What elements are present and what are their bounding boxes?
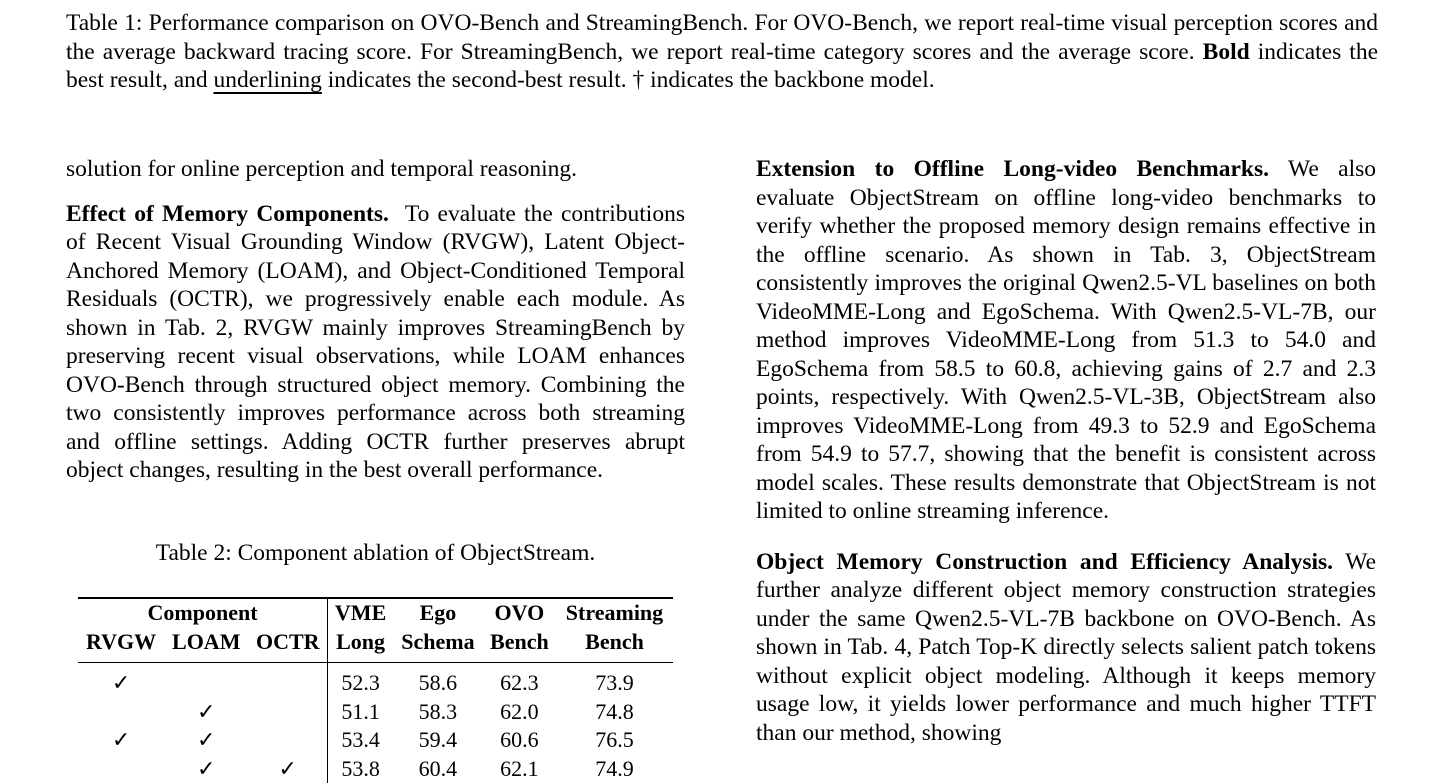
offline-extension-heading: Extension to Offline Long-video Benchmarks. [756,156,1269,182]
check-cell [248,663,327,698]
table2-caption: Table 2: Component ablation of ObjectStream. [66,539,685,567]
check-cell: ✓ [78,726,164,755]
value-cell: 52.3 [328,663,393,698]
value-cell: 74.9 [556,755,673,783]
col-header-ovo: OVO [483,598,556,628]
value-cell: 53.4 [328,726,393,755]
col-header-bench: Bench [483,628,556,663]
table1-caption-end: indicates the second-best result. † indicates the backbone model. [322,67,935,93]
col-header-streaming-bench: Bench [556,628,673,663]
check-cell [248,698,327,727]
value-cell: 62.0 [483,698,556,727]
check-cell: ✓ [78,663,164,698]
col-header-ego: Ego [393,598,483,628]
table-row [78,663,673,698]
component-group-header: Component [78,598,328,628]
check-cell: ✓ [164,755,248,783]
offline-extension-paragraph [756,155,1376,526]
check-cell: ✓ [164,726,248,755]
col-header-vme: VME [328,598,393,628]
value-cell: 74.8 [556,698,673,727]
check-cell: ✓ [164,698,248,727]
check-cell [164,663,248,698]
table1-caption [66,9,1378,95]
table-row [78,726,673,755]
value-cell: 58.6 [393,663,483,698]
bold-word: Bold [1203,39,1250,65]
value-cell: 76.5 [556,726,673,755]
memory-construction-paragraph [756,548,1376,748]
table-row [78,698,673,727]
col-header-streaming: Streaming [556,598,673,628]
memory-components-body: To evaluate the contributions of Recent Visual Grounding Window (RVGW), Latent Object-Anchored Memory (LOAM), and Object-Conditioned Temporal Residuals (OCTR), we progressively enable each module. As shown in Tab. 2, RVGW mainly improves StreamingBench by preserving recent visual observations, while LOAM enhances OVO-Bench through structured object memory. Combining the two consistently improves performance across both streaming and offline settings. Adding OCTR further preserves abrupt object changes, resulting in the best overall performance. [66,201,685,484]
component-ablation-table [78,597,673,783]
value-cell: 51.1 [328,698,393,727]
value-cell: 59.4 [393,726,483,755]
table1-caption-mid: indicates the best result, and [66,39,1378,94]
underlined-word: underlining [214,67,322,93]
check-cell [78,698,164,727]
value-cell: 62.1 [483,755,556,783]
value-cell: 60.6 [483,726,556,755]
memory-components-heading: Effect of Memory Components. [66,201,389,227]
col-header-octr: OCTR [248,628,327,663]
value-cell: 58.3 [393,698,483,727]
offline-extension-body: We also evaluate ObjectStream on offline long-video benchmarks to verify whether the proposed memory design remains effective in the offline scenario. As shown in Tab. 3, ObjectStream consistently improves the original Qwen2.5-VL baselines on both VideoMME-Long and EgoSchema. With Qwen2.5-VL-7B, our method improves VideoMME-Long from 51.3 to 54.0 and EgoSchema from 58.5 to 60.8, achieving gains of 2.7 and 2.3 points, respectively. With Qwen2.5-VL-3B, ObjectStream also improves VideoMME-Long from 49.3 to 52.9 and EgoSchema from 54.9 to 57.7, showing that the benefit is consistent across model scales. These results demonstrate that ObjectStream is not limited to online streaming inference. [756,156,1376,524]
col-header-schema: Schema [393,628,483,663]
value-cell: 62.3 [483,663,556,698]
col-header-loam: LOAM [164,628,248,663]
col-header-long: Long [328,628,393,663]
value-cell: 60.4 [393,755,483,783]
check-cell [248,726,327,755]
table-row [78,755,673,783]
check-cell: ✓ [248,755,327,783]
left-column [66,155,685,485]
memory-construction-body: We further analyze different object memory construction strategies under the same Qwen2.5-VL-7B backbone on OVO-Bench. As shown in Tab. 4, Patch Top-K directly selects salient patch tokens without explicit object modeling. Although it keeps memory usage low, it yields lower performance and much higher TTFT than our method, showing [756,549,1376,746]
memory-components-paragraph [66,200,685,485]
right-column [756,155,1376,747]
value-cell: 53.8 [328,755,393,783]
value-cell: 73.9 [556,663,673,698]
check-cell [78,755,164,783]
memory-construction-heading: Object Memory Construction and Efficiency Analysis. [756,549,1333,575]
col-header-rvgw: RVGW [78,628,164,663]
continuation-paragraph: solution for online perception and temporal reasoning. [66,155,685,184]
table1-caption-text: Table 1: Performance comparison on OVO-Bench and StreamingBench. For OVO-Bench, we report real-time visual perception scores and the average backward tracing score. For StreamingBench, we report real-time category scores and the average score. [66,10,1378,65]
